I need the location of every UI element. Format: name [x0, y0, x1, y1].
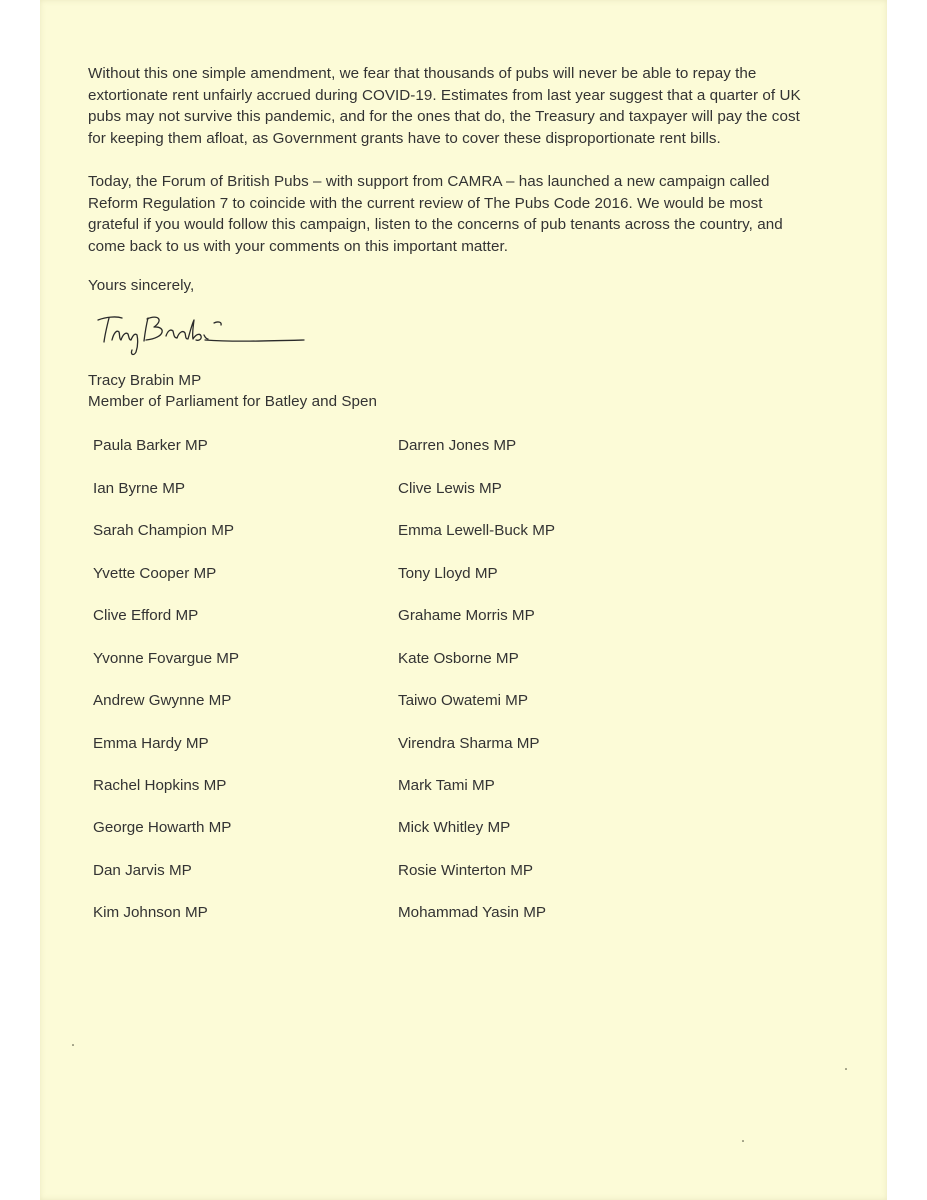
paragraph-campaign: [88, 171, 828, 257]
paragraph-line: pubs may not survive this pandemic, and for the ones that do, the Treasury and taxpayer will pay the cost: [88, 108, 800, 125]
signatory-name: Ian Byrne MP: [93, 480, 186, 497]
signatory-name: Paula Barker MP: [93, 437, 208, 454]
signatory-name: Taiwo Owatemi MP: [398, 692, 528, 709]
signatory-name: George Howarth MP: [93, 819, 232, 836]
signatory-name: Emma Hardy MP: [93, 735, 209, 752]
signatory-name: Virendra Sharma MP: [398, 735, 540, 752]
signatory-name: Yvette Cooper MP: [93, 565, 217, 582]
paragraph-line: grateful if you would follow this campaign, listen to the concerns of pub tenants across the country, and: [88, 216, 783, 233]
scan-speck: [845, 1068, 847, 1070]
signatory-name: Sarah Champion MP: [93, 522, 234, 539]
paragraph-line: Without this one simple amendment, we fear that thousands of pubs will never be able to repay the: [88, 65, 757, 82]
signatory-name: Darren Jones MP: [398, 437, 517, 454]
scan-speck: [72, 1044, 74, 1046]
signatory-name: Emma Lewell-Buck MP: [398, 522, 555, 539]
signatory-name: Mick Whitley MP: [398, 819, 511, 836]
signatory-name: Andrew Gwynne MP: [93, 692, 232, 709]
paragraph-line: Today, the Forum of British Pubs – with support from CAMRA – has launched a new campaign called: [88, 173, 770, 190]
paragraph-line: extortionate rent unfairly accrued during COVID-19. Estimates from last year suggest that a quarter of UK: [88, 86, 801, 104]
paragraph-amendment: [88, 63, 828, 149]
signatory-name: Mark Tami MP: [398, 777, 495, 794]
signer-title: Member of Parliament for Batley and Spen: [88, 393, 378, 410]
signatory-name: Kate Osborne MP: [398, 650, 519, 667]
closing-salutation: Yours sincerely,: [88, 277, 195, 294]
signatory-name: Tony Lloyd MP: [398, 565, 498, 582]
handwritten-signature: [92, 302, 312, 358]
paragraph-line: Reform Regulation 7 to coincide with the current review of The Pubs Code 2016. We would be most: [88, 194, 763, 212]
signatory-name: Rosie Winterton MP: [398, 862, 534, 879]
paragraph-line: come back to us with your comments on this important matter.: [88, 237, 508, 255]
signatory-name: Clive Lewis MP: [398, 480, 502, 497]
signatory-name: Kim Johnson MP: [93, 904, 208, 921]
scan-speck: [742, 1140, 744, 1142]
signatory-name: Clive Efford MP: [93, 607, 199, 624]
signatory-name: Dan Jarvis MP: [93, 862, 192, 879]
paragraph-line: for keeping them afloat, as Government grants have to cover these disproportionate rent bills.: [88, 129, 721, 147]
signatory-name: Yvonne Fovargue MP: [93, 650, 240, 667]
signatory-name: Mohammad Yasin MP: [398, 904, 546, 921]
signatory-name: Rachel Hopkins MP: [93, 777, 227, 794]
signatory-name: Grahame Morris MP: [398, 607, 535, 624]
signer-name: Tracy Brabin MP: [88, 372, 202, 389]
